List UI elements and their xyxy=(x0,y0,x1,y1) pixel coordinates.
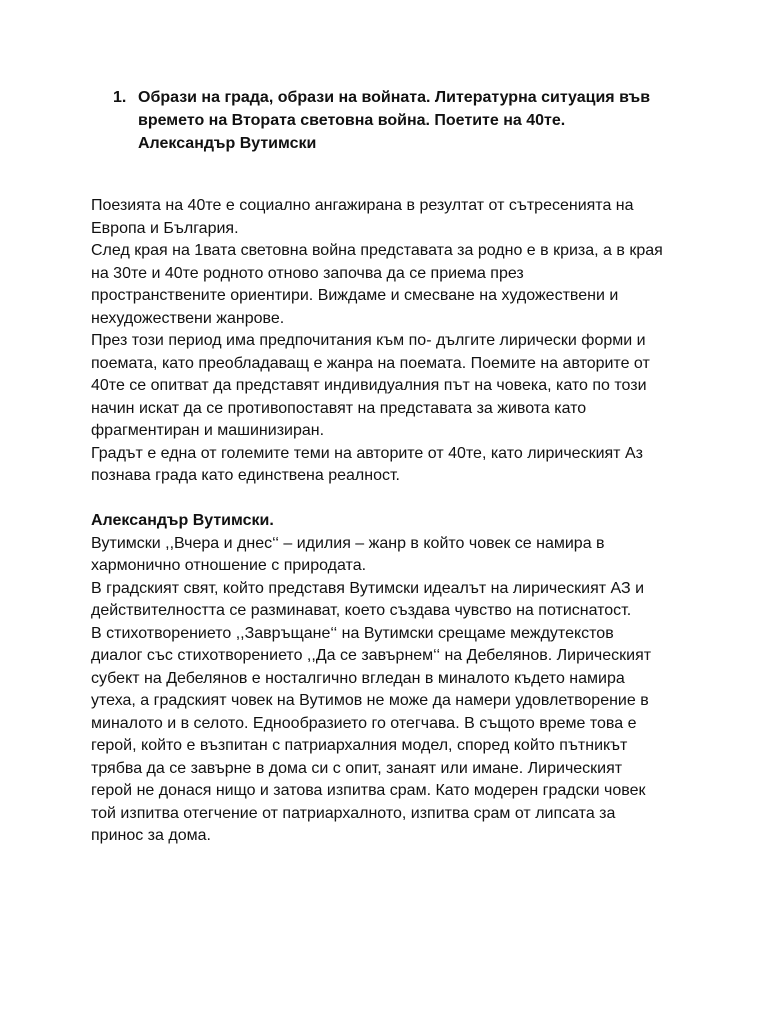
text-line: Европа и България. xyxy=(91,219,239,237)
text-line: субект на Дебелянов е носталгично вгледан в миналото където намира xyxy=(91,669,625,687)
heading-line: Александър Вутимски xyxy=(138,135,317,152)
numbered-heading xyxy=(113,86,673,155)
text-line: герой не донася нищо и затова изпитва срам. Като модерен градски човек xyxy=(91,782,646,799)
text-line: Градът е една от големите теми на авторите от 40те, като лирическият Аз xyxy=(91,444,643,462)
section-intro xyxy=(91,195,691,488)
text-line: Вутимски ,,Вчера и днес‘‘ – идилия – жанр в който човек се намира в xyxy=(91,534,605,552)
text-line: действителността се разминават, което създава чувство на потиснатост. xyxy=(91,602,632,619)
heading-line: времето на Втората световна война. Поетите на 40те. xyxy=(138,112,566,129)
document-body xyxy=(91,195,691,848)
text-line: утеха, а градският човек на Вутимов не може да намери удовлетворение в xyxy=(91,692,649,709)
text-line: поемата, като преобладаващ е жанра на поемата. Поемите на авторите от xyxy=(91,354,650,372)
heading-text xyxy=(138,86,673,155)
paragraph-spacer xyxy=(91,488,691,511)
heading-number: 1. xyxy=(113,89,127,106)
text-line: познава града като единствена реалност. xyxy=(91,467,400,484)
text-line: фрагментиран и машинизиран. xyxy=(91,422,325,439)
heading-line: Образи на града, образи на войната. Литературна ситуация във xyxy=(138,89,651,106)
text-line: пространствените ориентири. Виждаме и смесване на художествени и xyxy=(91,287,619,304)
section-vutimski xyxy=(91,510,691,848)
text-line: принос за дома. xyxy=(91,827,211,844)
text-line: трябва да се завърне в дома си с опит, занаят или имане. Лирическият xyxy=(91,759,623,777)
text-line: герой, който е възпитан с патриархалния модел, според който пътникът xyxy=(91,737,628,754)
text-line: на 30те и 40те родното отново започва да се приема през xyxy=(91,264,524,282)
text-line: начин искат да се противопоставят на представата за живота като xyxy=(91,399,587,417)
text-line: Поезията на 40те е социално ангажирана в резултат от сътресенията на xyxy=(91,197,634,214)
text-line: диалог със стихотворението ,,Да се завърнем‘‘ на Дебелянов. Лирическият xyxy=(91,647,652,664)
text-line: След края на 1вата световна война представата за родно е в криза, а в края xyxy=(91,242,663,259)
text-line: В градският свят, който представя Вутимски идеалът на лирическият АЗ и xyxy=(91,579,645,597)
text-line: той изпитва отегчение от патриархалното, изпитва срам от липсата за xyxy=(91,804,616,822)
text-line: хармонично отношение с природата. xyxy=(91,557,367,574)
text-line: миналото и в селото. Еднообразието го отегчава. В същото време това е xyxy=(91,714,637,732)
text-line: 40те се опитват да представят индивидуалния път на човека, като по този xyxy=(91,377,647,394)
text-line: В стихотворението ,,Завръщане‘‘ на Вутимски срещаме междутекстов xyxy=(91,624,614,642)
text-line: нехудожествени жанрове. xyxy=(91,309,285,327)
section-title: Александър Вутимски. xyxy=(91,512,274,529)
text-line: През този период има предпочитания към по- дългите лирически форми и xyxy=(91,332,646,349)
